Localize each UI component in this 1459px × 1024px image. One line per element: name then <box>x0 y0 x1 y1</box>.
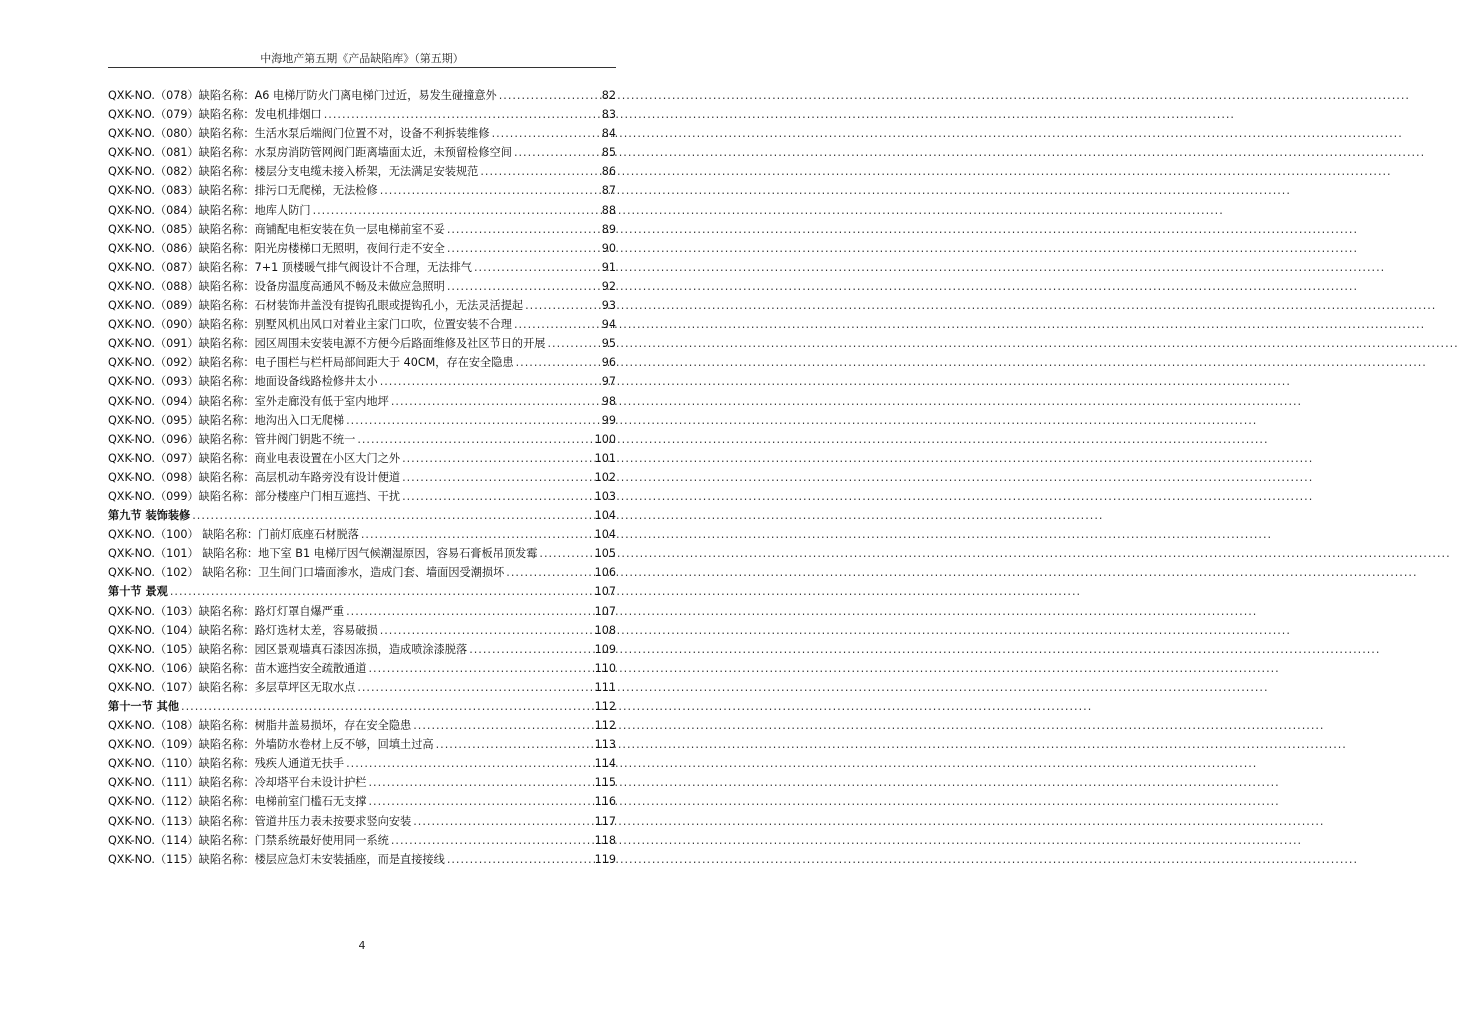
toc-leader-dots <box>413 812 592 831</box>
toc-leader-dots <box>391 831 593 850</box>
toc-leader-dots <box>346 602 593 621</box>
toc-entry-title: 第十一节 其他 <box>108 700 180 713</box>
toc-leader-dots <box>391 392 596 411</box>
toc-entry-page: 105 <box>594 547 616 561</box>
toc-entry-title: QXK-NO.（099）缺陷名称：部分楼座户门相互遮挡、干扰 <box>108 489 401 503</box>
toc-leader-dots <box>369 659 593 678</box>
toc-entry-page: 103 <box>594 489 616 503</box>
toc-entry-page: 111 <box>594 680 616 694</box>
toc-entry-title: QXK-NO.（098）缺陷名称：高层机动车路旁没有设计便道 <box>108 470 401 484</box>
toc-entry-title: QXK-NO.（091）缺陷名称：园区周围未安装电源不方便今后路面维修及社区节日的开展 <box>108 337 546 351</box>
toc-leader-dots <box>380 621 593 640</box>
toc-entry[interactable] <box>108 449 616 468</box>
toc-leader-dots <box>357 430 592 449</box>
toc-entry-page: 114 <box>594 757 616 771</box>
toc-entry[interactable] <box>108 143 616 162</box>
toc-entry[interactable] <box>108 716 616 735</box>
toc-entry-page: 112 <box>594 719 616 733</box>
table-of-contents <box>108 86 616 869</box>
toc-entry-page: 84 <box>601 127 616 141</box>
toc-entry-title: QXK-NO.（087）缺陷名称：7+1 顶楼暖气排气阀设计不合理，无法排气 <box>108 260 472 274</box>
toc-entry-page: 100 <box>594 432 616 446</box>
toc-entry-page: 83 <box>601 108 616 122</box>
toc-entry-page: 96 <box>601 356 616 370</box>
toc-entry-title: QXK-NO.（114）缺陷名称：门禁系统最好使用同一系统 <box>108 833 389 847</box>
toc-leader-dots <box>474 258 596 277</box>
toc-entry-page: 107 <box>594 585 616 599</box>
toc-leader-dots <box>402 449 593 468</box>
toc-entry-title: QXK-NO.（105）缺陷名称：园区景观墙真石漆因冻损，造成喷涂漆脱落 <box>108 642 468 656</box>
toc-entry-title: QXK-NO.（095）缺陷名称：地沟出入口无爬梯 <box>108 413 345 427</box>
toc-entry-page: 89 <box>601 222 616 236</box>
toc-entry[interactable] <box>108 487 616 506</box>
toc-leader-dots <box>369 792 593 811</box>
toc-entry-page: 94 <box>601 318 616 332</box>
toc-leader-dots <box>447 277 596 296</box>
toc-entry-title: QXK-NO.（080）缺陷名称：生活水泵后端阀门位置不对，设备不利拆装维修 <box>108 127 490 141</box>
toc-entry[interactable] <box>108 602 616 621</box>
toc-entry-page: 91 <box>601 260 616 274</box>
toc-leader-dots <box>324 105 596 124</box>
toc-entry-page: 119 <box>594 852 616 866</box>
toc-entry[interactable] <box>108 640 616 659</box>
toc-leader-dots <box>506 563 592 582</box>
toc-entry-title: QXK-NO.（110）缺陷名称：残疾人通道无扶手 <box>108 757 345 771</box>
toc-leader-dots <box>313 201 596 220</box>
toc-leader-dots <box>402 487 593 506</box>
toc-entry[interactable] <box>108 792 616 811</box>
toc-entry-title: QXK-NO.（078）缺陷名称：A6 电梯厅防火门离电梯门过近，易发生碰撞意外 <box>108 89 497 102</box>
toc-entry-title: QXK-NO.（094）缺陷名称：室外走廊没有低于室内地坪 <box>108 394 389 408</box>
toc-entry-title: QXK-NO.（100） 缺陷名称：门前灯底座石材脱落 <box>108 528 359 542</box>
toc-entry-title: QXK-NO.（111）缺陷名称：冷却塔平台未设计护栏 <box>108 776 367 790</box>
toc-entry-title: QXK-NO.（081）缺陷名称：水泵房消防管网阀门距离墙面太近，未预留检修空间 <box>108 146 512 160</box>
toc-entry-title: QXK-NO.（088）缺陷名称：设备房温度高通风不畅及未做应急照明 <box>108 279 445 293</box>
toc-entry-page: 99 <box>601 413 616 427</box>
toc-entry-page: 116 <box>594 795 616 809</box>
toc-leader-dots <box>361 525 593 544</box>
toc-entry-page: 112 <box>594 700 616 713</box>
toc-entry[interactable] <box>108 525 616 544</box>
toc-leader-dots <box>380 372 596 391</box>
toc-leader-dots <box>469 640 592 659</box>
toc-leader-dots <box>402 468 593 487</box>
toc-entry[interactable] <box>108 411 616 430</box>
toc-entry[interactable] <box>108 105 616 124</box>
toc-leader-dots <box>436 735 593 754</box>
toc-entry-page: 102 <box>594 470 616 484</box>
toc-leader-dots <box>514 143 596 162</box>
toc-entry-title: QXK-NO.（113）缺陷名称：管道井压力表未按要求竖向安装 <box>108 814 412 828</box>
toc-entry-title: QXK-NO.（107）缺陷名称：多层草坪区无取水点 <box>108 680 356 694</box>
toc-leader-dots <box>447 239 596 258</box>
toc-section-entry[interactable] <box>108 697 616 716</box>
toc-leader-dots <box>492 124 596 143</box>
toc-entry[interactable] <box>108 735 616 754</box>
toc-entry-page: 82 <box>601 89 616 102</box>
toc-entry-page: 97 <box>601 375 616 389</box>
toc-entry[interactable] <box>108 831 616 850</box>
toc-entry-page: 117 <box>594 814 616 828</box>
toc-leader-dots <box>514 315 596 334</box>
toc-entry-page: 109 <box>594 642 616 656</box>
toc-entry-title: QXK-NO.（115）缺陷名称：楼层应急灯未安装插座，而是直接接线 <box>108 852 445 866</box>
toc-entry-page: 88 <box>601 203 616 217</box>
toc-entry[interactable] <box>108 162 616 181</box>
toc-entry[interactable] <box>108 468 616 487</box>
toc-entry-title: QXK-NO.（103）缺陷名称：路灯灯罩自爆严重 <box>108 604 345 618</box>
toc-entry-title: QXK-NO.（102） 缺陷名称：卫生间门口墙面渗水，造成门套、墙面因受潮损坏 <box>108 566 505 580</box>
toc-leader-dots <box>346 411 596 430</box>
toc-entry-title: 第十节 景观 <box>108 585 168 599</box>
toc-entry-title: QXK-NO.（093）缺陷名称：地面设备线路检修井太小 <box>108 375 378 389</box>
toc-entry-page: 101 <box>594 451 616 465</box>
toc-entry-page: 107 <box>594 604 616 618</box>
toc-entry-title: QXK-NO.（085）缺陷名称：商铺配电柜安装在负一层电梯前室不妥 <box>108 222 445 236</box>
toc-entry[interactable] <box>108 621 616 640</box>
toc-entry[interactable] <box>108 659 616 678</box>
toc-entry[interactable] <box>108 430 616 449</box>
toc-entry[interactable] <box>108 277 616 296</box>
toc-leader-dots <box>192 506 592 525</box>
toc-section-entry[interactable] <box>108 582 616 601</box>
toc-entry[interactable] <box>108 86 616 105</box>
toc-entry-page: 95 <box>601 337 616 351</box>
toc-entry-title: QXK-NO.（101） 缺陷名称：地下室 B1 电梯厅因气候潮湿原因，容易石膏板吊顶发霉 <box>108 547 538 561</box>
toc-entry-page: 90 <box>601 241 616 255</box>
toc-entry[interactable] <box>108 353 616 372</box>
toc-entry[interactable] <box>108 315 616 334</box>
toc-entry-title: QXK-NO.（082）缺陷名称：楼层分支电缆未接入桥架，无法满足安装规范 <box>108 165 479 179</box>
toc-entry[interactable] <box>108 392 616 411</box>
toc-entry-title: QXK-NO.（097）缺陷名称：商业电表设置在小区大门之外 <box>108 451 401 465</box>
toc-entry-page: 86 <box>601 165 616 179</box>
toc-entry-page: 108 <box>594 623 616 637</box>
toc-entry-page: 104 <box>594 509 616 523</box>
toc-leader-dots <box>480 162 596 181</box>
toc-entry[interactable] <box>108 563 616 582</box>
page-header-title: 中海地产第五期《产品缺陷库》（第五期） <box>260 52 464 65</box>
toc-entry[interactable] <box>108 678 616 697</box>
toc-entry-page: 104 <box>594 528 616 542</box>
toc-entry-page: 92 <box>601 279 616 293</box>
toc-entry-title: QXK-NO.（083）缺陷名称：排污口无爬梯，无法检修 <box>108 184 378 198</box>
toc-entry[interactable] <box>108 201 616 220</box>
toc-entry[interactable] <box>108 544 616 563</box>
toc-entry[interactable] <box>108 773 616 792</box>
toc-leader-dots <box>369 773 593 792</box>
toc-leader-dots <box>447 850 593 869</box>
toc-entry-page: 110 <box>594 661 616 675</box>
toc-entry-page: 106 <box>594 566 616 580</box>
toc-entry-page: 85 <box>601 146 616 160</box>
toc-entry-title: QXK-NO.（092）缺陷名称：电子围栏与栏杆局部间距大于 40CM，存在安全隐患 <box>108 356 514 370</box>
toc-entry-title: 第九节 装饰装修 <box>108 509 191 523</box>
header-rule <box>108 67 616 68</box>
toc-entry-title: QXK-NO.（106）缺陷名称：苗木遮挡安全疏散通道 <box>108 661 367 675</box>
toc-entry[interactable] <box>108 239 616 258</box>
toc-entry-page: 113 <box>594 738 616 752</box>
toc-leader-dots <box>357 678 592 697</box>
toc-entry-title: QXK-NO.（079）缺陷名称：发电机排烟口 <box>108 108 322 122</box>
toc-entry-title: QXK-NO.（086）缺陷名称：阳光房楼梯口无照明，夜间行走不安全 <box>108 241 445 255</box>
toc-entry-title: QXK-NO.（096）缺陷名称：管井阀门钥匙不统一 <box>108 432 356 446</box>
toc-entry-title: QXK-NO.（109）缺陷名称：外墙防水卷材上反不够，回填土过高 <box>108 738 434 752</box>
toc-entry-page: 115 <box>594 776 616 790</box>
toc-leader-dots <box>539 544 592 563</box>
toc-entry-title: QXK-NO.（084）缺陷名称：地库人防门 <box>108 203 311 217</box>
toc-entry-page: 98 <box>601 394 616 408</box>
toc-leader-dots <box>170 582 593 601</box>
toc-entry[interactable] <box>108 812 616 831</box>
toc-entry-page: 93 <box>601 299 616 313</box>
toc-entry[interactable] <box>108 850 616 869</box>
toc-entry[interactable] <box>108 181 616 200</box>
toc-entry-page: 118 <box>594 833 616 847</box>
toc-entry[interactable] <box>108 220 616 239</box>
toc-leader-dots <box>516 353 596 372</box>
toc-entry[interactable] <box>108 754 616 773</box>
toc-leader-dots <box>346 754 593 773</box>
toc-entry-title: QXK-NO.（089）缺陷名称：石材装饰井盖没有提钩孔眼或提钩孔小，无法灵活提起 <box>108 299 524 313</box>
toc-leader-dots <box>447 220 596 239</box>
toc-leader-dots <box>548 334 597 353</box>
toc-entry[interactable] <box>108 372 616 391</box>
toc-entry[interactable] <box>108 124 616 143</box>
toc-entry[interactable] <box>108 334 616 353</box>
toc-leader-dots <box>413 716 592 735</box>
toc-entry[interactable] <box>108 296 616 315</box>
toc-leader-dots <box>181 697 593 716</box>
toc-entry-title: QXK-NO.（108）缺陷名称：树脂井盖易损坏，存在安全隐患 <box>108 719 412 733</box>
toc-entry-title: QXK-NO.（112）缺陷名称：电梯前室门槛石无支撑 <box>108 795 367 809</box>
toc-leader-dots <box>499 86 596 105</box>
toc-entry-page: 87 <box>601 184 616 198</box>
page-number: 4 <box>358 939 366 952</box>
toc-entry-title: QXK-NO.（104）缺陷名称：路灯选材太差，容易破损 <box>108 623 378 637</box>
toc-leader-dots <box>380 181 596 200</box>
toc-entry-title: QXK-NO.（090）缺陷名称：别墅风机出风口对着业主家门口吹，位置安装不合理 <box>108 318 512 332</box>
toc-leader-dots <box>525 296 596 315</box>
toc-section-entry[interactable] <box>108 506 616 525</box>
toc-entry[interactable] <box>108 258 616 277</box>
